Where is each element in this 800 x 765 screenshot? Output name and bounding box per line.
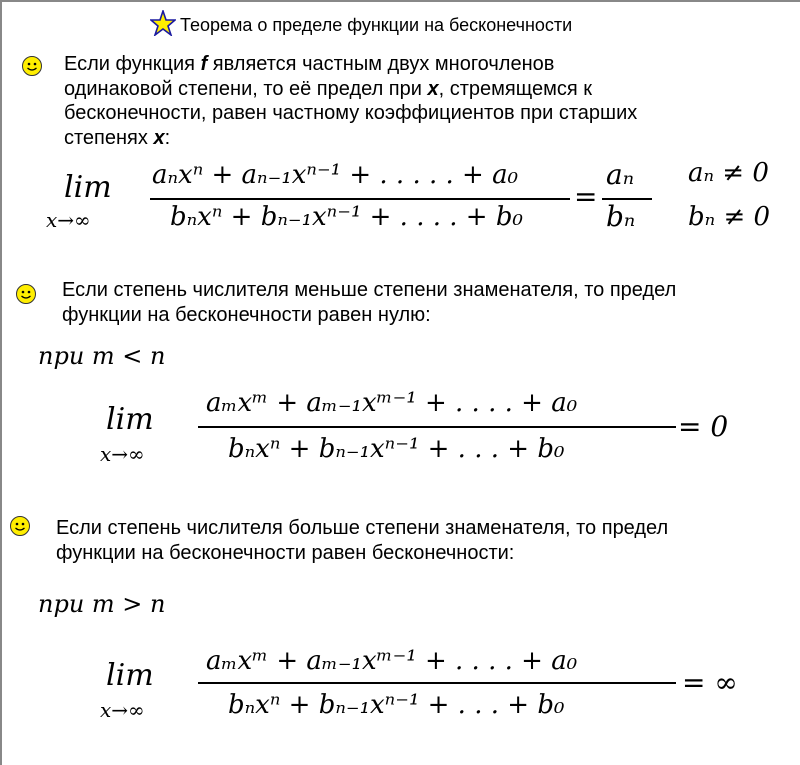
limit-approach: x→∞ (100, 442, 145, 466)
denominator: bₙxⁿ + bₙ₋₁xⁿ⁻¹ + . . . + b₀ (228, 434, 565, 464)
section3-text: Если степень числителя больше степени знаменателя, то предел функции на бесконечности равен бесконечности: (56, 517, 669, 564)
smiley-icon (10, 516, 30, 536)
result: = 0 (678, 410, 729, 443)
lim-label: lim (106, 658, 154, 693)
numerator: aₘxᵐ + aₘ₋₁xᵐ⁻¹ + . . . . + a₀ (206, 388, 578, 418)
denominator: bₙxⁿ + bₙ₋₁xⁿ⁻¹ + . . . . + b₀ (170, 202, 523, 232)
lim-label: lim (106, 402, 154, 437)
smiley-icon (16, 284, 36, 304)
denominator: bₙxⁿ + bₙ₋₁xⁿ⁻¹ + . . . + b₀ (228, 690, 565, 720)
numerator: aₘxᵐ + aₘ₋₁xᵐ⁻¹ + . . . . + a₀ (206, 646, 578, 676)
numerator: aₙxⁿ + aₙ₋₁xⁿ⁻¹ + . . . . . + a₀ (152, 160, 519, 190)
result-denominator: bₙ (606, 200, 636, 233)
star-icon (150, 10, 176, 41)
slide-title (150, 10, 572, 41)
section2-text: Если степень числителя меньше степени знаменателя, то предел функции на бесконечности равен нулю: (62, 279, 677, 326)
fraction-bar (150, 198, 570, 200)
condition-m-less-n: при m < n (38, 342, 166, 370)
fraction-bar (198, 426, 676, 428)
limit-approach: x→∞ (46, 208, 91, 232)
smiley-icon (22, 56, 42, 76)
result-numerator: aₙ (606, 158, 635, 191)
condition-bn: bₙ ≠ 0 (688, 202, 771, 232)
lim-label: lim (64, 170, 112, 205)
limit-approach: x→∞ (100, 698, 145, 722)
condition-m-greater-n: при m > n (38, 590, 166, 618)
condition-an: aₙ ≠ 0 (688, 158, 769, 188)
fraction-bar (198, 682, 676, 684)
result: = ∞ (682, 666, 738, 699)
equals-sign: = (574, 180, 598, 213)
title-text: Теорема о пределе функции на бесконечности (180, 15, 573, 35)
section1-text: Если функция f является частным двух многочленов одинаковой степени, то её предел при x, стремящемся к бесконечности, равен частному коэффициентов при старших степенях x: (64, 53, 638, 149)
